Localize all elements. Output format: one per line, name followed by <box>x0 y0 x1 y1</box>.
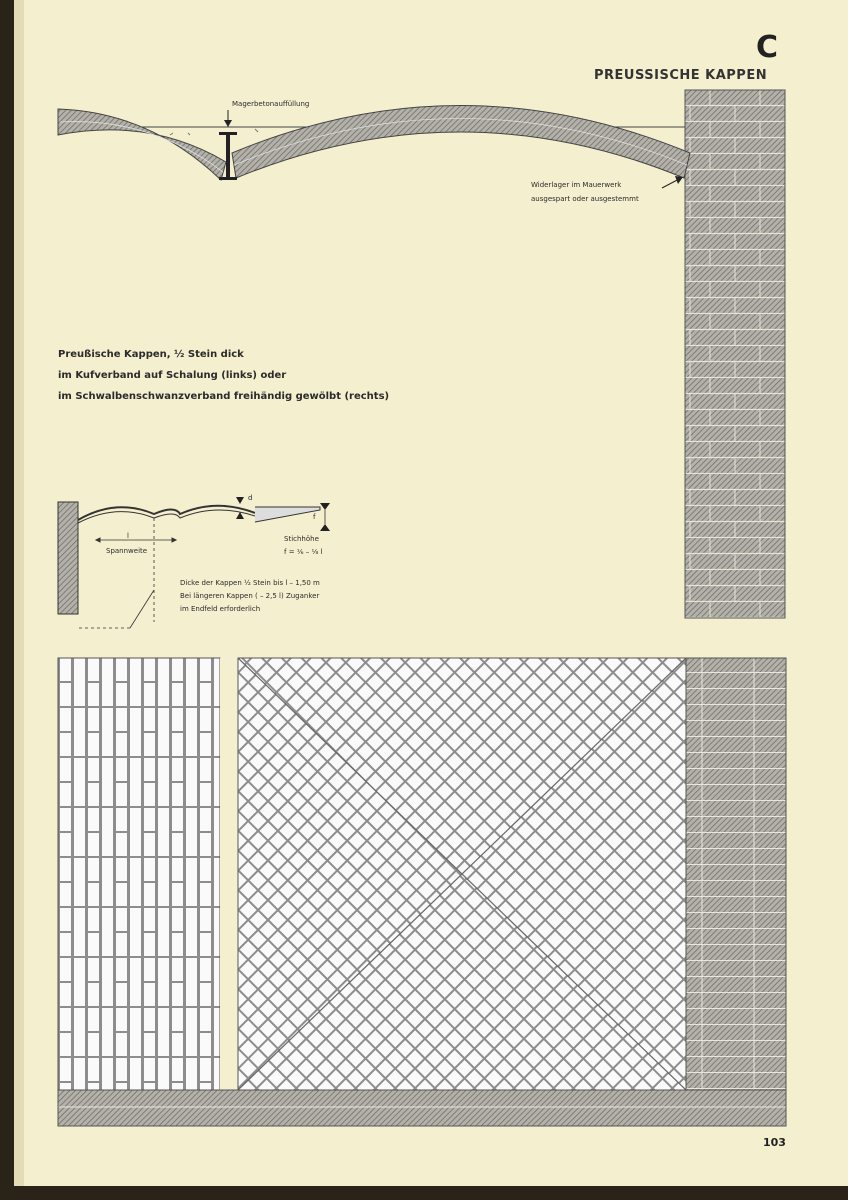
label-support-2: ausgespart oder ausgestemmt <box>531 195 639 203</box>
note-line-2: Bei längeren Kappen ( – 2,5 l) Zuganker <box>180 592 320 600</box>
plan-running-bond <box>58 658 220 1090</box>
label-fill: Magerbetonauffüllung <box>232 100 310 108</box>
page-number: 103 <box>763 1136 786 1149</box>
wall-plan-right <box>686 658 786 1090</box>
caption-line-1: Preußische Kappen, ½ Stein dick <box>58 349 244 360</box>
label-span: Spannweite <box>106 547 148 555</box>
caption-line-3: im Schwalbenschwanzverband freihändig gewölbt (rechts) <box>58 391 390 402</box>
section-letter: C <box>756 30 779 65</box>
label-f: f <box>313 513 316 521</box>
caption-line-2: im Kufverband auf Schalung (links) oder <box>58 370 287 381</box>
section-title: PREUSSISCHE KAPPEN <box>594 68 768 83</box>
plan-herringbone <box>238 658 686 1090</box>
wall-plan-bottom <box>58 1090 786 1126</box>
label-d: d <box>248 494 253 502</box>
wall-elevation <box>685 90 785 618</box>
label-rise-formula: f = ⅙ – ⅛ l <box>284 548 323 556</box>
label-l: l <box>127 532 129 540</box>
binding-bottom <box>0 1186 848 1200</box>
page-edge-shadow <box>14 0 24 1200</box>
note-line-1: Dicke der Kappen ½ Stein bis l – 1,50 m <box>180 579 320 587</box>
label-rise: Stichhöhe <box>284 535 319 543</box>
label-support-1: Widerlager im Mauerwerk <box>531 181 622 189</box>
note-line-3: im Endfeld erforderlich <box>180 605 261 613</box>
